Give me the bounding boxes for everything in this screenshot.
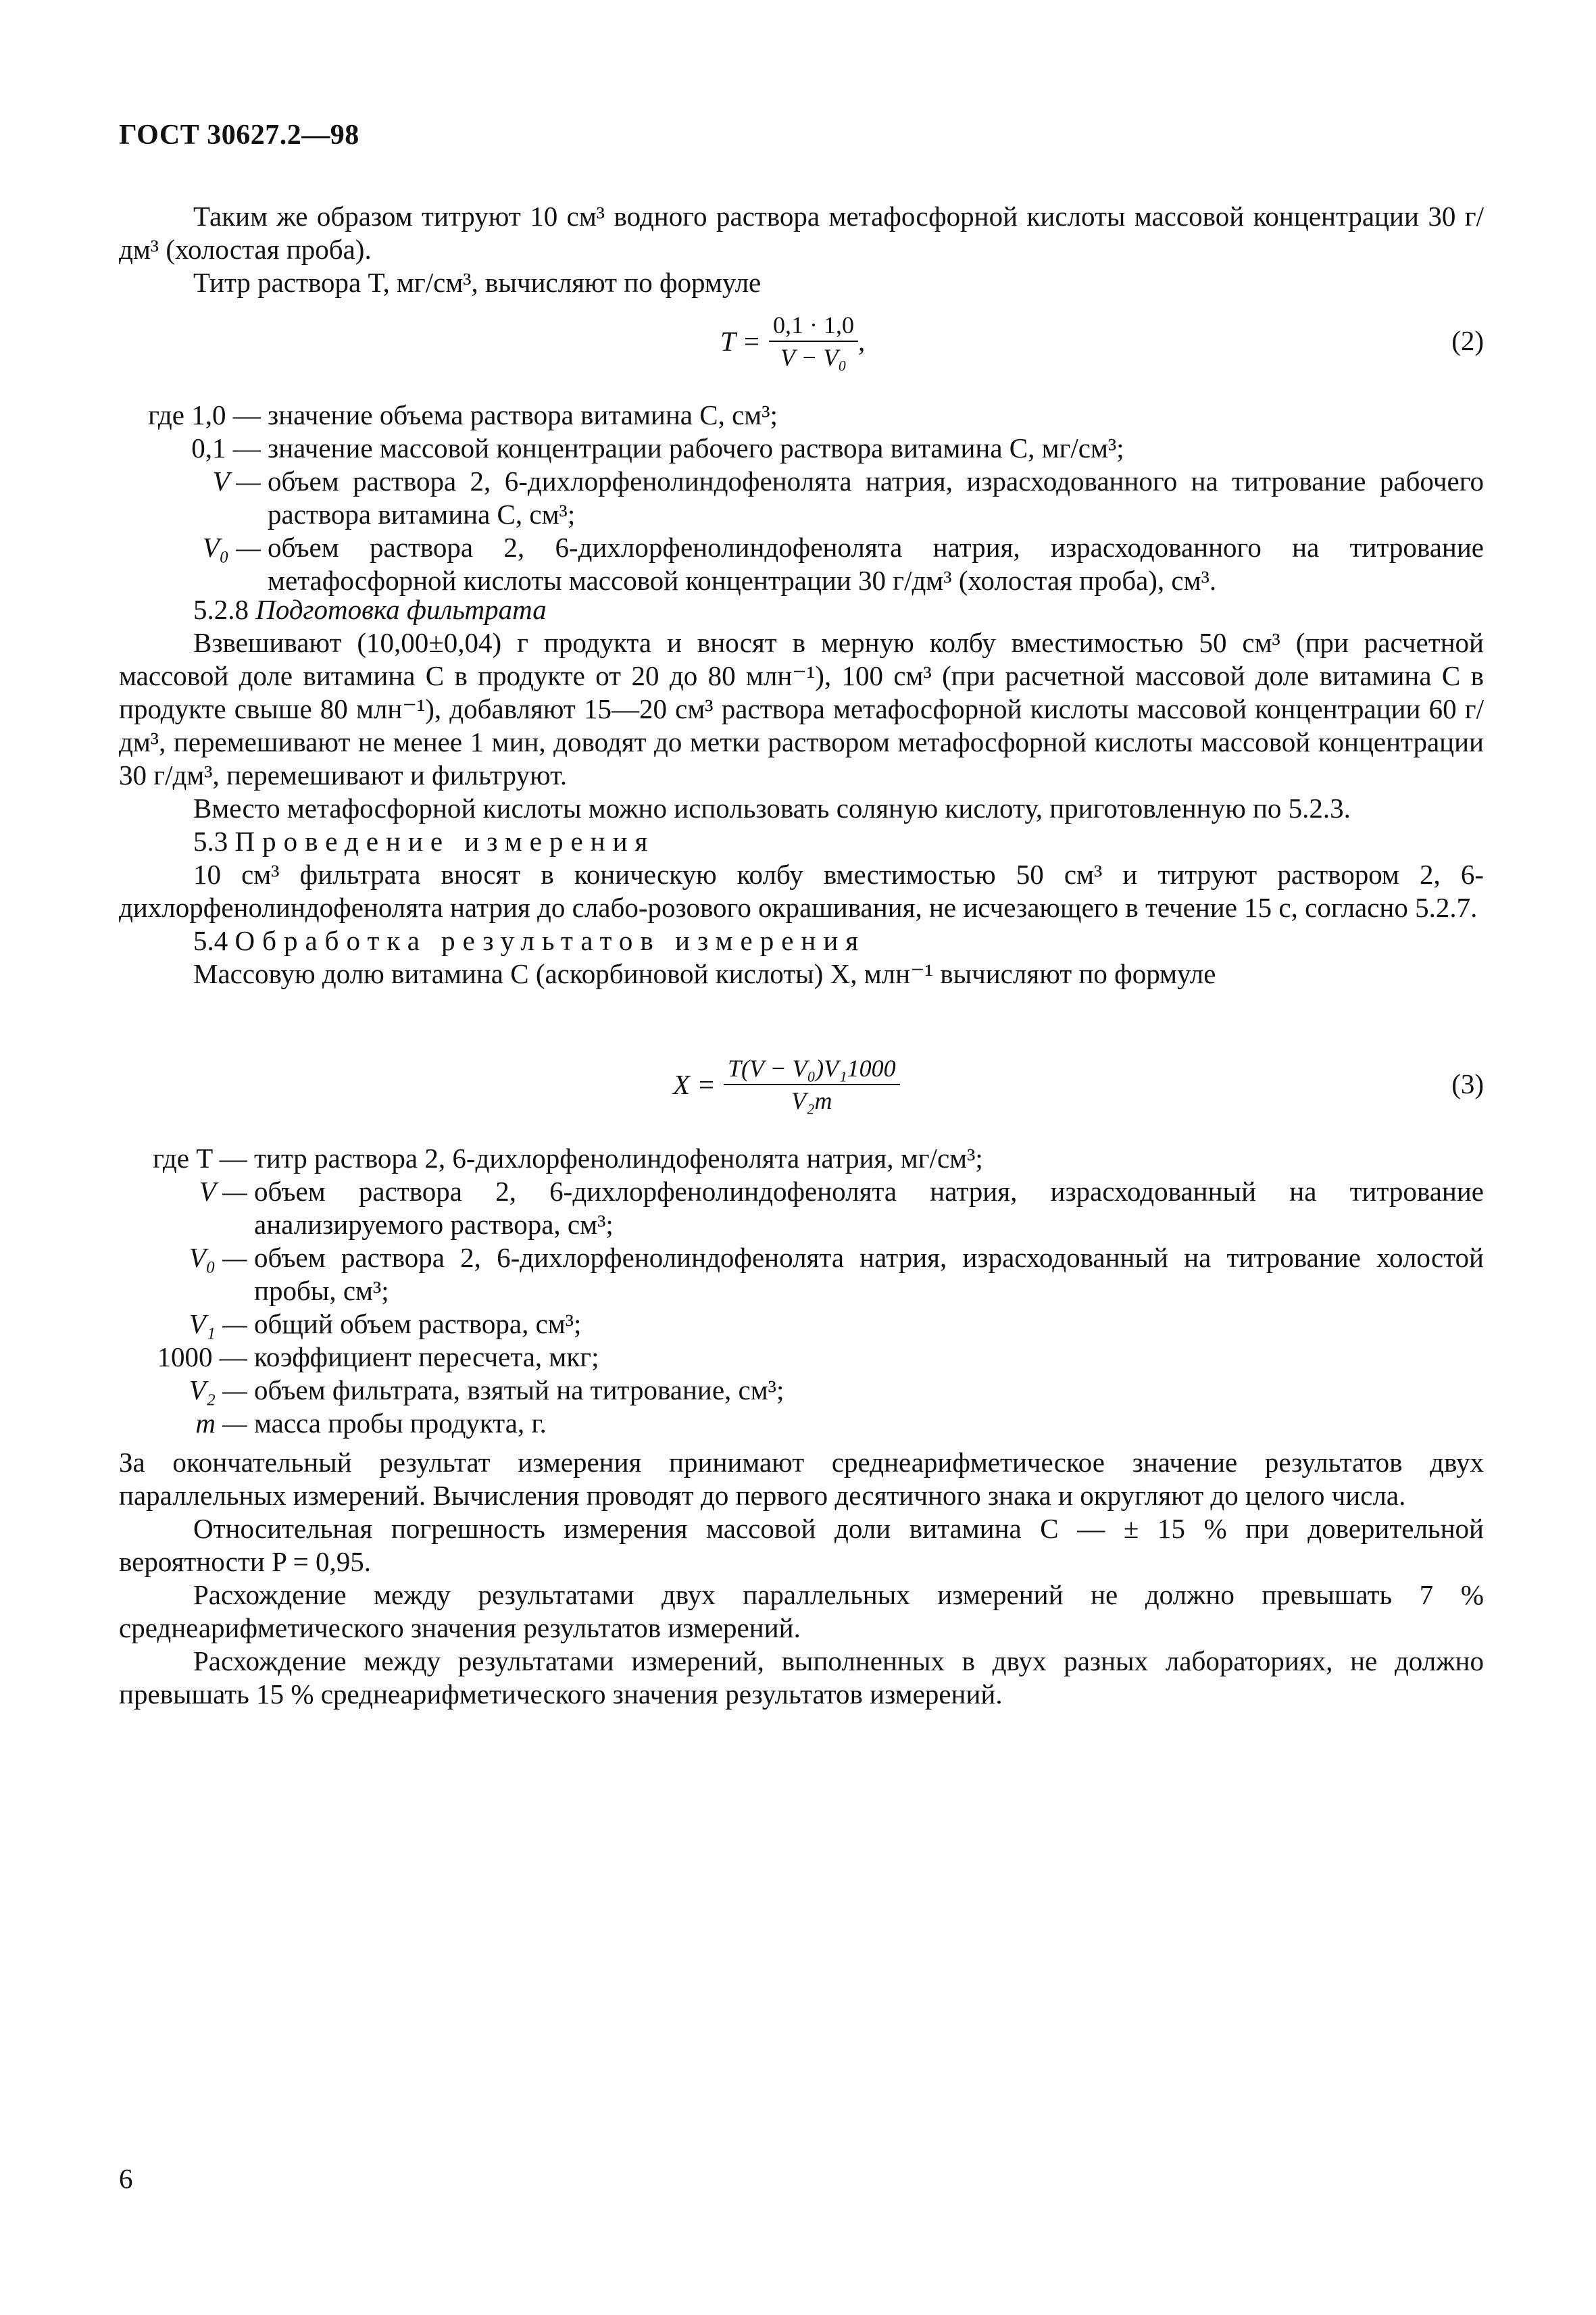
- definition-item: [119, 465, 1484, 531]
- definition-item: [119, 1308, 1484, 1341]
- definition-text: объем раствора 2, 6-дихлорфенолиндофенолята натрия, израсходованного на титрование рабочего раствора витамина С, см³;: [268, 466, 1484, 530]
- definition-symbol: m —: [195, 1408, 254, 1439]
- section-5-2-8-heading: [119, 593, 1484, 626]
- formula-3: [119, 1047, 1484, 1122]
- section-5-4-heading: [119, 924, 1484, 957]
- definition-text: объем раствора 2, 6-дихлорфенолиндофенолята натрия, израсходованный на титрование холостой пробы, см³;: [254, 1242, 1484, 1306]
- formula-2-lhs: T =: [720, 325, 761, 357]
- section-title: Проведение измерения: [234, 826, 655, 857]
- definition-text: общий объем раствора, см³;: [254, 1308, 582, 1339]
- section-title: Обработка результатов измерения: [234, 925, 866, 956]
- definition-text: значение массовой концентрации рабочего раствора витамина С, мг/см³;: [268, 432, 1124, 464]
- definition-text: объем раствора 2, 6-дихлорфенолиндофенолята натрия, израсходованного на титрование метафосфорной кислоты массовой концентрации 30 г/дм³ (холостая проба), см³.: [268, 532, 1484, 596]
- definition-item: [119, 1374, 1484, 1407]
- paragraph-10: Расхождение между результатами измерений, выполненных в двух разных лабораториях, не должно превышать 15 % среднеарифметического значения результатов измерений.: [119, 1645, 1484, 1710]
- definition-symbol: 0,1 —: [191, 432, 268, 464]
- paragraph-2: Титр раствора T, мг/см³, вычисляют по формуле: [193, 267, 762, 298]
- definition-text: объем фильтрата, взятый на титрование, см³;: [254, 1374, 784, 1405]
- formula-3-lhs: X =: [673, 1068, 716, 1100]
- definition-symbol: 1000 —: [157, 1341, 254, 1372]
- paragraph-6: Массовую долю витамина С (аскорбиновой кислоты) X, млн⁻¹ вычисляют по формуле: [193, 958, 1216, 989]
- definition-item: [119, 1142, 1484, 1175]
- paragraph-8: Относительная погрешность измерения массовой доли витамина С — ± 15 % при доверительной вероятности P = 0,95.: [119, 1513, 1484, 1577]
- definition-symbol: где T —: [153, 1143, 254, 1174]
- definition-item: [119, 1175, 1484, 1241]
- page-number: 6: [119, 2163, 133, 2194]
- definition-symbol: V₂ —: [189, 1374, 254, 1405]
- paragraph-5: 10 см³ фильтрата вносят в коническую колбу вместимостью 50 см³ и титруют раствором 2, 6-дихлорфенолиндофенолята натрия до слабо-розового окрашивания, не исчезающего в течение 15 с, согласно 5.2.7.: [119, 859, 1484, 923]
- paragraph-4: Вместо метафосфорной кислоты можно использовать соляную кислоту, приготовленную по 5.2.3.: [193, 793, 1351, 824]
- definition-text: объем раствора 2, 6-дихлорфенолиндофенолята натрия, израсходованный на титрование анализируемого раствора, см³;: [254, 1176, 1484, 1240]
- section-5-3-heading: [119, 825, 1484, 858]
- formula-3-denominator: V₂m: [791, 1087, 832, 1114]
- formula-2-definitions: [119, 399, 1484, 597]
- definition-item: [119, 432, 1484, 465]
- definition-symbol: V —: [212, 466, 268, 497]
- formula-2-denominator: V − V₀: [780, 344, 847, 371]
- definition-symbol: V₀ —: [189, 1242, 254, 1273]
- document-header: ГОСТ 30627.2—98: [119, 120, 359, 151]
- formula-2-tail: ,: [857, 325, 866, 357]
- formula-3-numerator: T(V − V₀)V₁1000: [724, 1054, 900, 1085]
- definition-text: масса пробы продукта, г.: [254, 1408, 547, 1439]
- section-number: 5.2.8: [193, 594, 249, 625]
- formula-2: [119, 304, 1484, 378]
- definition-symbol: V —: [199, 1176, 254, 1207]
- formula-3-definitions: [119, 1142, 1484, 1440]
- section-number: 5.3: [193, 826, 228, 857]
- definition-text: титр раствора 2, 6-дихлорфенолиндофенолята натрия, мг/см³;: [254, 1143, 983, 1174]
- formula-2-number: (2): [1451, 325, 1484, 356]
- section-title: Подготовка фильтрата: [255, 594, 547, 625]
- definition-symbol: где 1,0 —: [148, 399, 268, 430]
- text-block-2: [119, 593, 1484, 991]
- definition-text: коэффициент пересчета, мкг;: [254, 1341, 599, 1372]
- definition-item: [119, 1341, 1484, 1374]
- formula-3-number: (3): [1451, 1068, 1484, 1099]
- definition-item: [119, 1241, 1484, 1308]
- definition-symbol: V₀ —: [202, 532, 268, 563]
- definition-item: [119, 531, 1484, 597]
- paragraph-3: Взвешивают (10,00±0,04) г продукта и вносят в мерную колбу вместимостью 50 см³ (при расчетной массовой доле витамина С в продукте от 20 до 80 млн⁻¹), 100 см³ (при расчетной массовой доле витамина С в продукте свыше 80 млн⁻¹), добавляют 15—20 см³ раствора метафосфорной кислоты массовой концентрации 60 г/дм³, перемешивают не менее 1 мин, доводят до метки раствором метафосфорной кислоты массовой концентрации 30 г/дм³, перемешивают и фильтруют.: [119, 627, 1484, 791]
- paragraph-1: Таким же образом титруют 10 см³ водного раствора метафосфорной кислоты массовой концентрации 30 г/дм³ (холостая проба).: [119, 201, 1484, 265]
- text-block-3: [119, 1446, 1484, 1711]
- definition-item: [119, 399, 1484, 432]
- paragraph-9: Расхождение между результатами двух параллельных измерений не должно превышать 7 % среднеарифметического значения результатов измерений.: [119, 1579, 1484, 1643]
- definition-item: [119, 1407, 1484, 1440]
- definition-symbol: V₁ —: [189, 1308, 254, 1339]
- section-number: 5.4: [193, 925, 228, 956]
- paragraph-7: За окончательный результат измерения принимают среднеарифметическое значение результатов двух параллельных измерений. Вычисления проводят до первого десятичного знака и округляют до целого числа.: [119, 1447, 1484, 1511]
- formula-2-numerator: 0,1 · 1,0: [769, 311, 858, 342]
- definition-text: значение объема раствора витамина С, см³;: [268, 399, 778, 430]
- text-block-1: [119, 200, 1484, 299]
